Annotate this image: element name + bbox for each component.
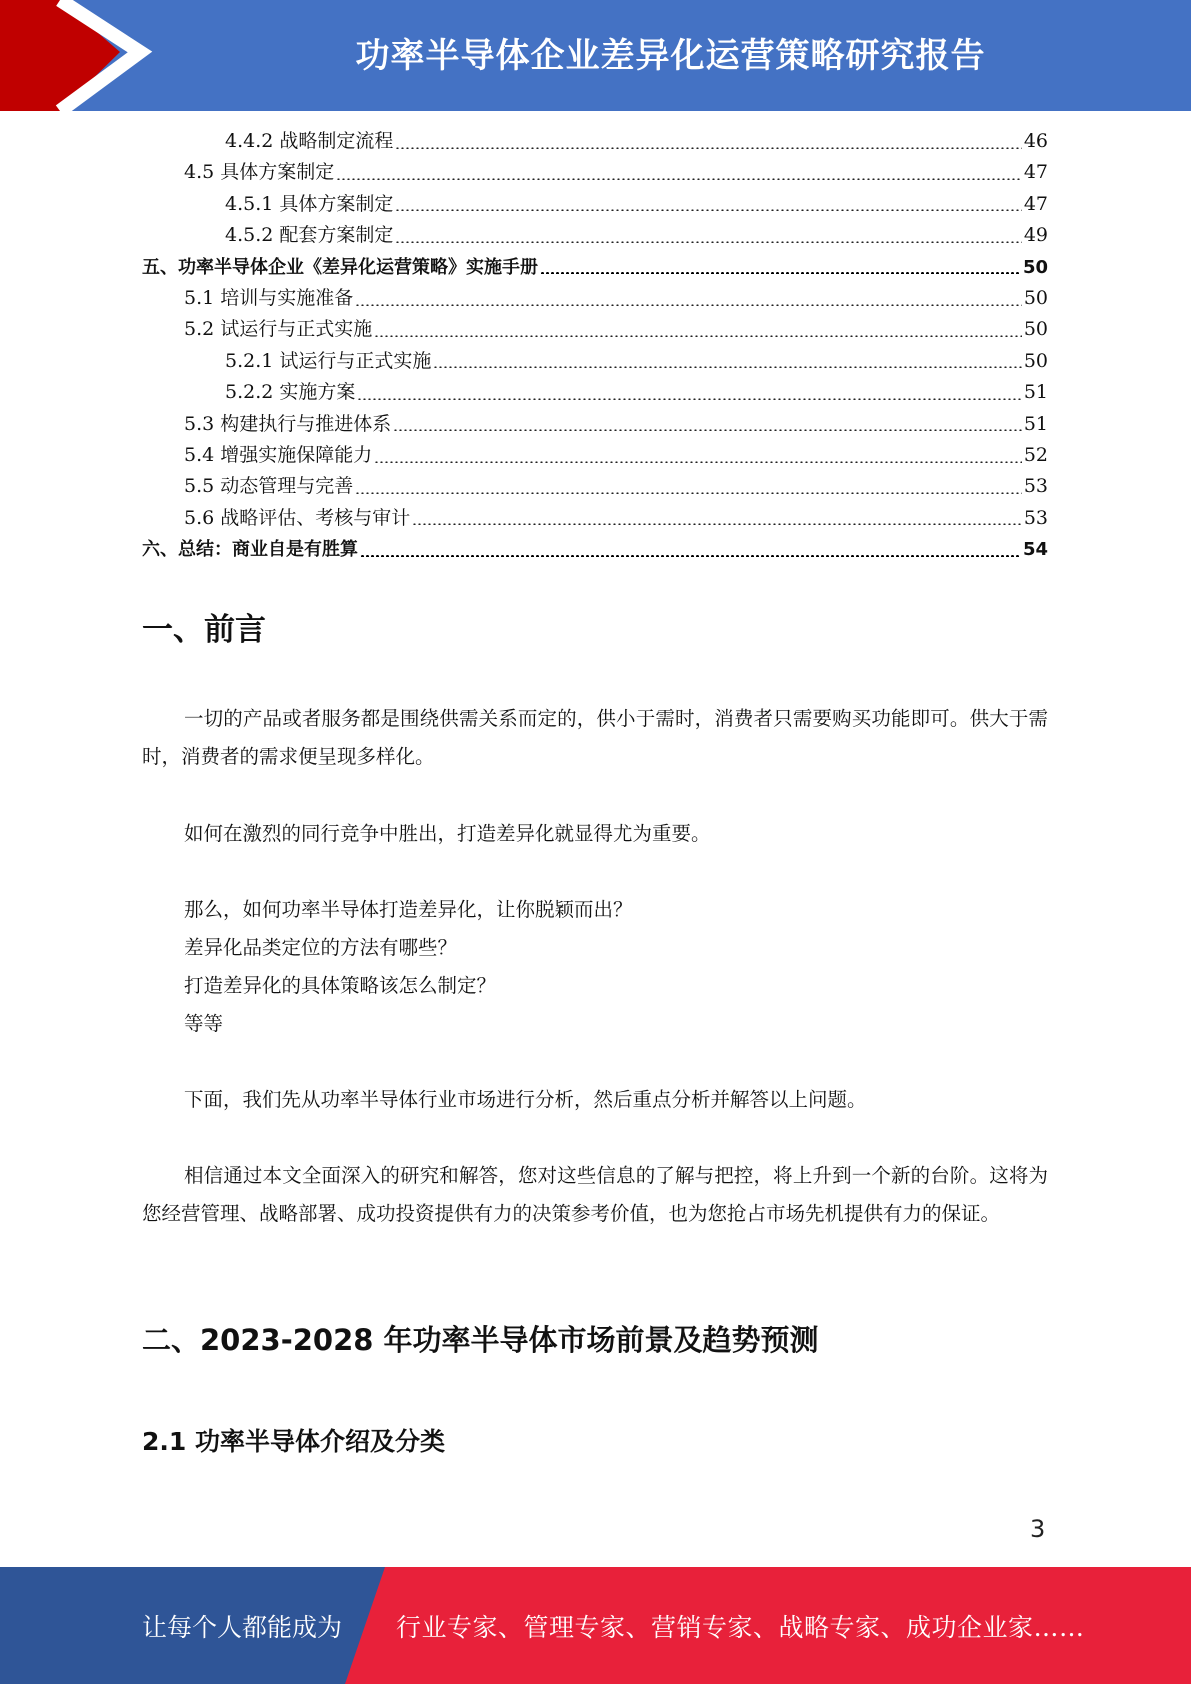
paragraph-competition: 如何在激烈的同行竞争中胜出，打造差异化就显得尤为重要。 bbox=[184, 822, 711, 845]
toc-entry-title: 5.4 增强实施保障能力 bbox=[184, 443, 373, 466]
report-title: 功率半导体企业差异化运营策略研究报告 bbox=[355, 36, 986, 76]
toc-entry-page: 51 bbox=[1023, 381, 1048, 404]
toc-entry[interactable] bbox=[142, 471, 1048, 502]
page-header bbox=[0, 0, 1191, 111]
toc-entry[interactable] bbox=[142, 220, 1048, 251]
question-line: 打造差异化的具体策略该怎么制定？ bbox=[184, 974, 497, 997]
toc-dot-leader bbox=[336, 178, 1022, 180]
toc-dot-leader bbox=[355, 304, 1022, 306]
table-of-contents bbox=[142, 126, 1048, 565]
toc-entry-page: 53 bbox=[1023, 506, 1048, 529]
toc-entry-title: 4.5.1 具体方案制定 bbox=[225, 192, 394, 215]
toc-entry-page: 49 bbox=[1023, 224, 1048, 247]
toc-entry-title: 5.2.2 实施方案 bbox=[225, 381, 356, 404]
toc-entry-title: 4.4.2 战略制定流程 bbox=[225, 130, 394, 152]
toc-entry-page: 50 bbox=[1023, 318, 1048, 341]
toc-entry-title: 5.1 培训与实施准备 bbox=[184, 286, 354, 309]
toc-entry[interactable] bbox=[142, 346, 1048, 377]
toc-entry-page: 50 bbox=[1023, 349, 1048, 372]
toc-dot-leader bbox=[433, 366, 1021, 368]
toc-dot-leader bbox=[395, 209, 1021, 211]
toc-dot-leader bbox=[355, 492, 1022, 494]
toc-entry[interactable] bbox=[142, 314, 1048, 345]
toc-dot-leader bbox=[374, 335, 1022, 337]
toc-entry-page: 47 bbox=[1023, 192, 1048, 215]
toc-entry-page: 53 bbox=[1023, 475, 1048, 498]
page-footer bbox=[0, 1567, 1191, 1684]
toc-entry[interactable] bbox=[142, 377, 1048, 408]
toc-entry[interactable] bbox=[142, 126, 1048, 157]
toc-entry-title: 5.6 战略评估、考核与审计 bbox=[184, 506, 411, 529]
toc-dot-leader bbox=[374, 461, 1022, 463]
toc-entry-title: 六、总结：商业自是有胜算 bbox=[142, 539, 358, 561]
toc-entry-title: 5.3 构建执行与推进体系 bbox=[184, 412, 392, 435]
toc-entry-page: 50 bbox=[1023, 286, 1048, 309]
toc-dot-leader bbox=[393, 429, 1022, 431]
toc-entry[interactable] bbox=[142, 503, 1048, 534]
toc-entry[interactable] bbox=[142, 440, 1048, 471]
toc-entry-page: 47 bbox=[1023, 161, 1048, 184]
paragraph-analysis-plan: 下面，我们先从功率半导体行业市场进行分析，然后重点分析并解答以上问题。 bbox=[184, 1088, 867, 1111]
question-line: 差异化品类定位的方法有哪些？ bbox=[184, 936, 458, 959]
paragraph-value: 相信通过本文全面深入的研究和解答，您对这些信息的了解与把控，将上升到一个新的台阶。这将为您经营管理、战略部署、成功投资提供有力的决策参考价值，也为您抢占市场先机提供有力的保证。 bbox=[142, 1164, 1048, 1225]
toc-dot-leader bbox=[412, 523, 1022, 525]
toc-dot-leader bbox=[357, 398, 1021, 400]
subsection-heading-2-1: 2.1 功率半导体介绍及分类 bbox=[142, 1427, 445, 1456]
toc-dot-leader bbox=[540, 272, 1021, 274]
toc-entry-page: 50 bbox=[1022, 256, 1048, 278]
toc-dot-leader bbox=[395, 241, 1021, 243]
question-line: 等等 bbox=[184, 1012, 224, 1035]
toc-entry[interactable] bbox=[142, 189, 1048, 220]
toc-entry-title: 5.5 动态管理与完善 bbox=[184, 475, 354, 498]
page-number: 3 bbox=[1030, 1515, 1046, 1543]
toc-entry[interactable] bbox=[142, 283, 1048, 314]
toc-entry[interactable] bbox=[142, 252, 1048, 283]
footer-slogan-right: 行业专家、管理专家、营销专家、战略专家、成功企业家…… bbox=[396, 1612, 1085, 1642]
toc-dot-leader bbox=[360, 555, 1021, 557]
toc-entry[interactable] bbox=[142, 534, 1048, 565]
toc-dot-leader bbox=[395, 147, 1021, 149]
toc-entry-page: 52 bbox=[1023, 443, 1048, 466]
section-heading-preface: 一、前言 bbox=[142, 612, 266, 648]
footer-slogan-left: 让每个人都能成为 bbox=[142, 1612, 343, 1642]
paragraph-intro: 一切的产品或者服务都是围绕供需关系而定的，供小于需时，消费者只需要购买功能即可。供大于需时，消费者的需求便呈现多样化。 bbox=[142, 707, 1048, 768]
toc-entry-page: 54 bbox=[1022, 539, 1048, 561]
toc-entry[interactable] bbox=[142, 157, 1048, 188]
toc-entry-title: 4.5.2 配套方案制定 bbox=[225, 224, 394, 247]
section-heading-market: 二、2023-2028 年功率半导体市场前景及趋势预测 bbox=[142, 1323, 819, 1357]
toc-entry-title: 5.2 试运行与正式实施 bbox=[184, 318, 373, 341]
toc-entry-title: 五、功率半导体企业《差异化运营策略》实施手册 bbox=[142, 256, 538, 278]
toc-entry-page: 51 bbox=[1023, 412, 1048, 435]
toc-entry-page: 46 bbox=[1023, 130, 1048, 152]
toc-entry[interactable] bbox=[142, 409, 1048, 440]
toc-entry-title: 5.2.1 试运行与正式实施 bbox=[225, 349, 432, 372]
toc-entry-title: 4.5 具体方案制定 bbox=[184, 161, 335, 184]
question-line: 那么，如何功率半导体打造差异化，让你脱颖而出？ bbox=[184, 898, 633, 921]
